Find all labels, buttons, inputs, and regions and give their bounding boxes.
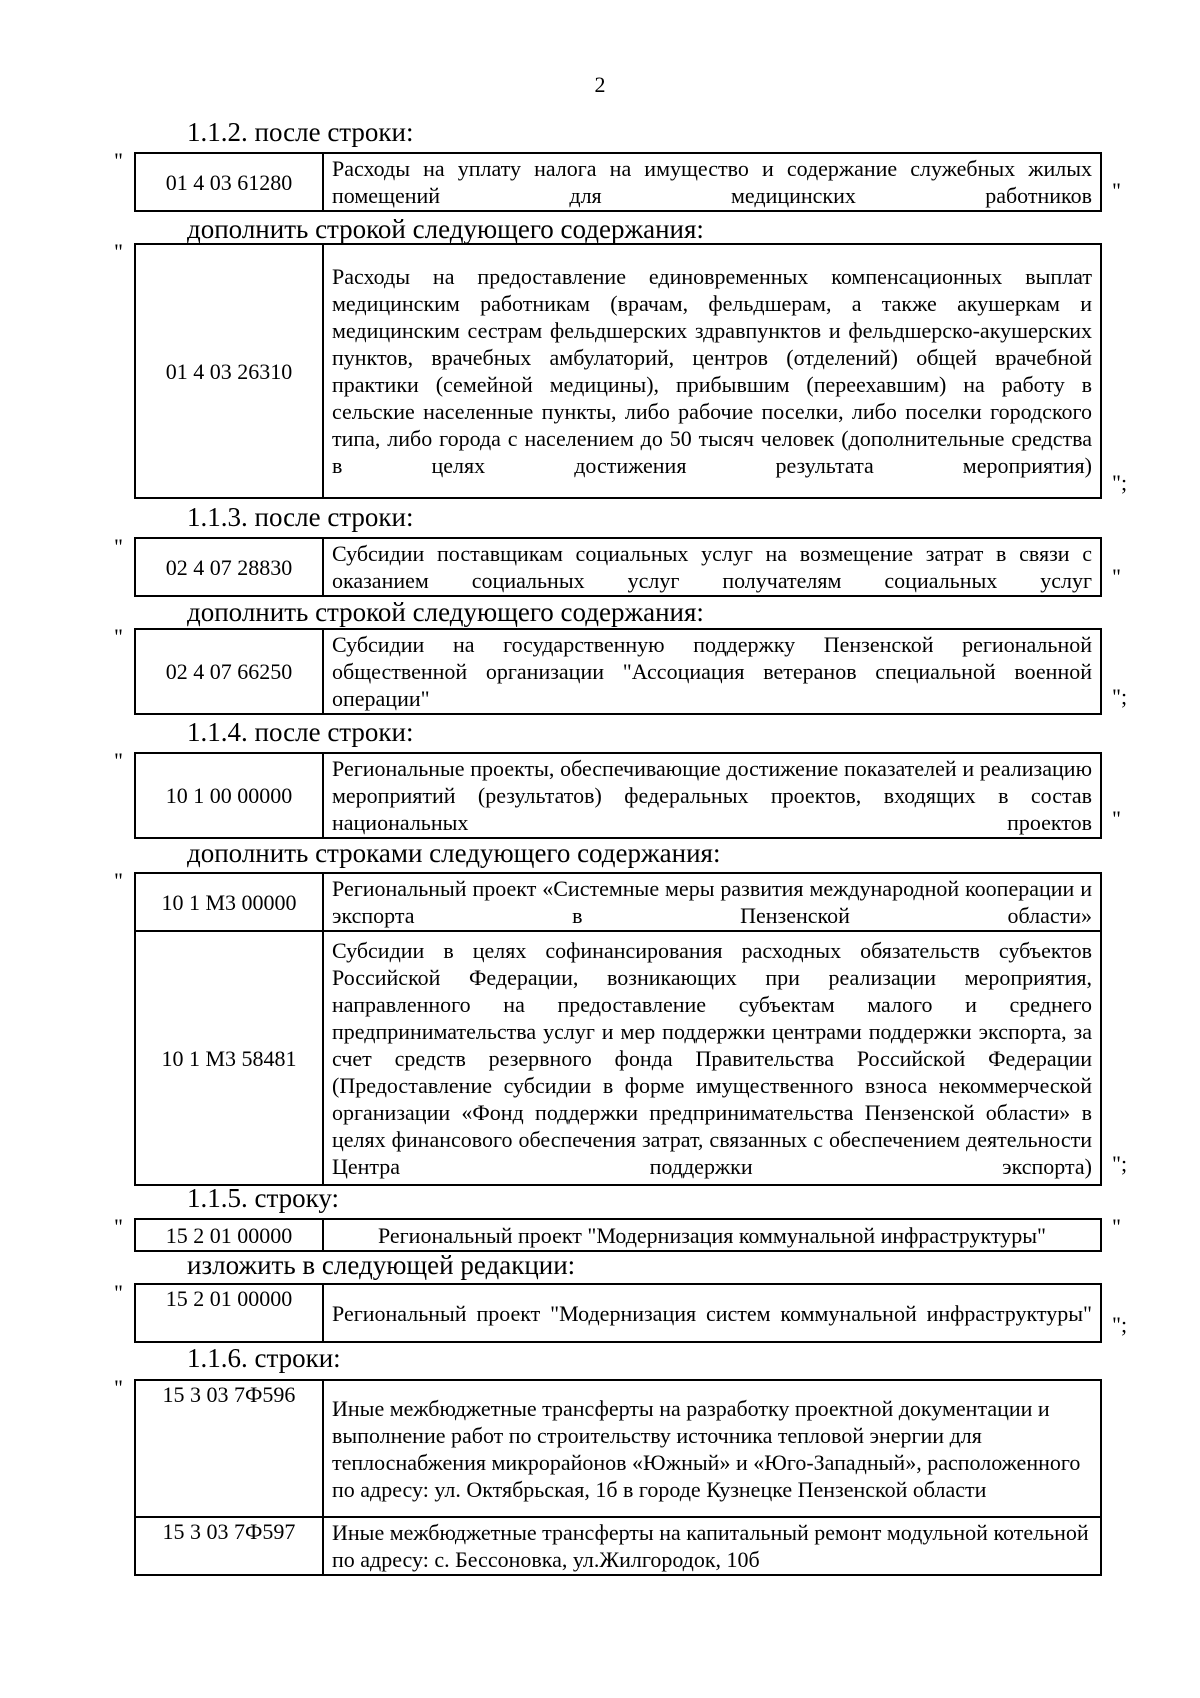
reference-table [134, 1218, 1102, 1252]
reference-table [134, 537, 1102, 597]
quote-close: " [1112, 564, 1121, 589]
row-code: 10 1 М3 00000 [135, 873, 323, 931]
reference-table [134, 752, 1102, 839]
section-instruction: дополнить строкой следующего содержания: [187, 597, 704, 627]
quote-open: " [114, 748, 123, 773]
addition-table [134, 628, 1102, 715]
row-code: 15 2 01 00000 [135, 1219, 323, 1251]
row-code: 02 4 07 28830 [135, 538, 323, 596]
quote-open: " [114, 239, 123, 264]
section-instruction: дополнить строками следующего содержания: [187, 838, 721, 868]
quote-close: " [1112, 178, 1121, 203]
row-description: Региональный проект "Модернизация коммунальной инфраструктуры" [323, 1219, 1101, 1251]
section-instruction: изложить в следующей редакции: [187, 1250, 576, 1280]
row-description: Субсидии поставщикам социальных услуг на возмещение затрат в связи с оказанием социальных услуг получателям социальных услуг [323, 538, 1101, 596]
table-row [135, 1219, 1101, 1251]
section-heading: 1.1.6. строки: [187, 1343, 341, 1373]
table-row [135, 538, 1101, 596]
quote-open: " [114, 1375, 123, 1400]
section-heading: 1.1.4. после строки: [187, 717, 414, 747]
table-row [135, 629, 1101, 714]
page-number: 2 [594, 72, 606, 97]
table-row [135, 873, 1101, 931]
table-row [135, 153, 1101, 211]
section-heading: 1.1.2. после строки: [187, 117, 414, 147]
quote-close-semicolon: "; [1112, 470, 1128, 495]
row-description: Расходы на предоставление единовременных компенсационных выплат медицинским работникам (врачам, фельдшерам, а также акушеркам и медицинским сестрам фельдшерских здравпунктов и фельдшерско-акушерских пунктов, врачебных амбулаторий, центров (отделений) общей врачебной практики (семейной медицины), прибывшим (переехавшим) на работу в сельские населенные пункты, либо рабочие поселки, либо поселки городского типа, либо города с населением до 50 тысяч человек (дополнительные средства в целях достижения результата мероприятия) [323, 244, 1101, 498]
section-heading: 1.1.3. после строки: [187, 502, 414, 532]
row-code: 02 4 07 66250 [135, 629, 323, 714]
row-code: 15 2 01 00000 [135, 1284, 323, 1342]
row-description: Региональный проект «Системные меры развития международной кооперации и экспорта в Пензенской области» [323, 873, 1101, 931]
table-row [135, 1380, 1101, 1517]
quote-close-semicolon: "; [1112, 1312, 1128, 1337]
quote-open: " [114, 624, 123, 649]
reference-table [134, 152, 1102, 212]
section-instruction: дополнить строкой следующего содержания: [187, 214, 704, 244]
quote-close: " [1112, 1214, 1121, 1239]
table-row [135, 1284, 1101, 1342]
quote-close-semicolon: "; [1112, 1151, 1128, 1176]
row-description: Иные межбюджетные трансферты на капитальный ремонт модульной котельной по адресу: с. Бессоновка, ул.Жилгородок, 10б [323, 1517, 1101, 1575]
quote-open: " [114, 1214, 123, 1239]
quote-open: " [114, 868, 123, 893]
section-heading: 1.1.5. строку: [187, 1183, 339, 1213]
table-row [135, 1517, 1101, 1575]
row-code: 15 3 03 7Ф597 [135, 1517, 323, 1575]
row-description: Иные межбюджетные трансферты на разработку проектной документации и выполнение работ по строительству источника тепловой энергии для теплоснабжения микрорайонов «Южный» и «Юго-Западный», расположенного по адресу: ул. Октябрьская, 1б в городе Кузнецке Пензенской области [323, 1380, 1101, 1517]
row-description: Региональный проект "Модернизация систем коммунальной инфраструктуры" [323, 1284, 1101, 1342]
addition-table [134, 872, 1102, 1186]
quote-open: " [114, 534, 123, 559]
addition-table [134, 243, 1102, 499]
row-code: 01 4 03 61280 [135, 153, 323, 211]
row-code: 10 1 00 00000 [135, 753, 323, 838]
row-description: Субсидии на государственную поддержку Пензенской региональной общественной организации "Ассоциация ветеранов специальной военной операции" [323, 629, 1101, 714]
table-row [135, 753, 1101, 838]
quote-close: " [1112, 806, 1121, 831]
quote-open: " [114, 148, 123, 173]
row-code: 15 3 03 7Ф596 [135, 1380, 323, 1517]
row-description: Расходы на уплату налога на имущество и содержание служебных жилых помещений для медицинских работников [323, 153, 1101, 211]
row-code: 01 4 03 26310 [135, 244, 323, 498]
row-description: Субсидии в целях софинансирования расходных обязательств субъектов Российской Федерации, возникающих при реализации мероприятия, направленного на предоставление субъектам малого и среднего предпринимательства услуг и мер поддержки центрами поддержки экспорта, за счет средств резервного фонда Правительства Российской Федерации (Предоставление субсидии в форме имущественного взноса некоммерческой организации «Фонд поддержки предпринимательства Пензенской области» в целях финансового обеспечения затрат, связанных с обеспечением деятельности Центра поддержки экспорта) [323, 931, 1101, 1185]
table-row [135, 931, 1101, 1185]
reference-table [134, 1379, 1102, 1576]
addition-table [134, 1283, 1102, 1343]
quote-open: " [114, 1280, 123, 1305]
quote-close-semicolon: "; [1112, 684, 1128, 709]
row-description: Региональные проекты, обеспечивающие достижение показателей и реализацию мероприятий (результатов) федеральных проектов, входящих в состав национальных проектов [323, 753, 1101, 838]
table-row [135, 244, 1101, 498]
row-code: 10 1 М3 58481 [135, 931, 323, 1185]
